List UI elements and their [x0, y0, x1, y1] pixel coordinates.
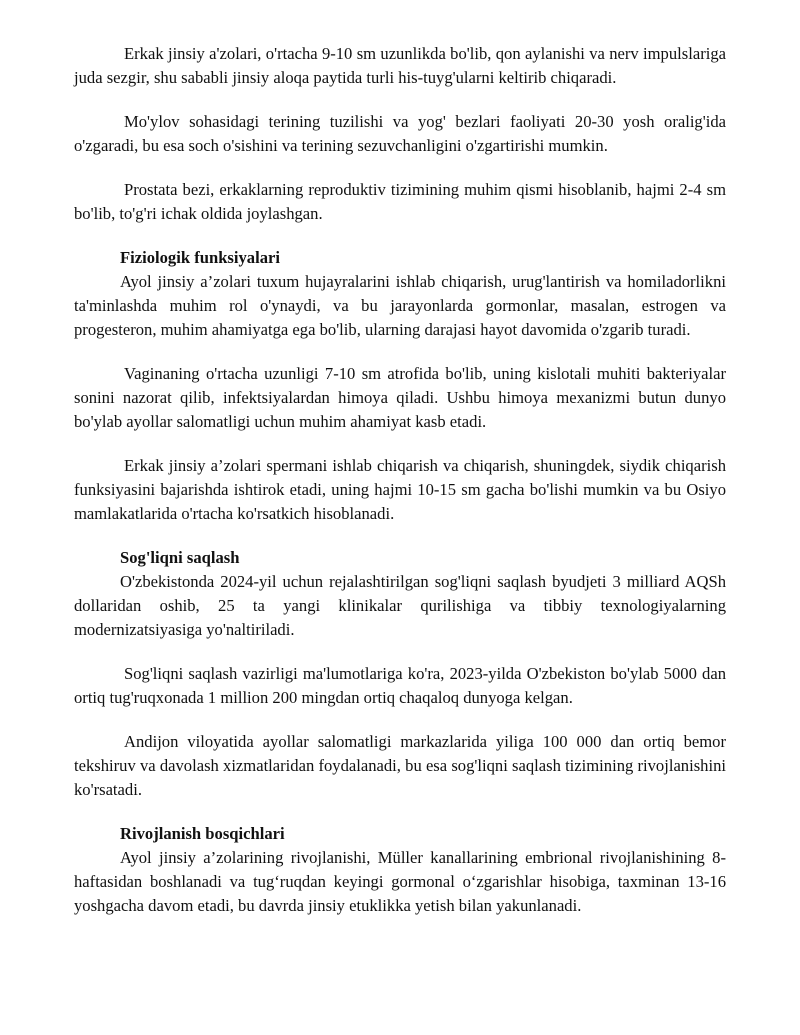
paragraph: Ayol jinsiy a’zolari tuxum hujayralarini ishlab chiqarish, urug'lantirish va homiladorlikni ta'minlashda muhim rol o'ynaydi, va bu jarayonlarda gormonlar, masalan, estrogen va progesteron, muhim ahamiyatga ega bo'lib, ularning darajasi hayot davomida o'zgarib turadi.: [74, 272, 726, 339]
paragraph: Vaginaning o'rtacha uzunligi 7-10 sm atrofida bo'lib, uning kislotali muhiti bakteriyalar sonini nazorat qilib, infektsiyalardan himoya qiladi. Ushbu himoya mexanizmi butun dunyo bo'ylab ayollar salomatligi uchun muhim ahamiyat kasb etadi.: [74, 364, 726, 431]
paragraph: Andijon viloyatida ayollar salomatligi markazlarida yiliga 100 000 dan ortiq bemor tekshiruv va davolash xizmatlaridan foydalanadi, bu esa sog'liqni saqlash tizimining rivojlanishini ko'rsatadi.: [74, 732, 726, 799]
paragraph: Sog'liqni saqlash vazirligi ma'lumotlariga ko'ra, 2023-yilda O'zbekiston bo'ylab 5000 dan ortiq tug'ruqxonada 1 million 200 mingdan ortiq chaqaloq dunyoga kelgan.: [74, 664, 726, 707]
paragraph: Ayol jinsiy a’zolarining rivojlanishi, Müller kanallarining embrional rivojlanishining 8-haftasidan boshlanadi va tug‘ruqdan keyingi gormonal o‘zgarishlar hisobiga, taxminan 13-16 yoshgacha davom etadi, bu davrda jinsiy etuklikka yetish bilan yakunlanadi.: [74, 848, 726, 915]
paragraph: O'zbekistonda 2024-yil uchun rejalashtirilgan sog'liqni saqlash byudjeti 3 milliard AQSh dollaridan oshib, 25 ta yangi klinikalar qurilishiga va tibbiy texnologiyalarning modernizatsiyasiga yo'naltiriladi.: [74, 572, 726, 639]
paragraph: Mo'ylov sohasidagi terining tuzilishi va yog' bezlari faoliyati 20-30 yosh oralig'ida o'zgaradi, bu esa soch o'sishini va terining sezuvchanligini o'zgartirishi mumkin.: [74, 112, 726, 155]
paragraph: Prostata bezi, erkaklarning reproduktiv tizimining muhim qismi hisoblanib, hajmi 2-4 sm bo'lib, to'g'ri ichak oldida joylashgan.: [74, 180, 726, 223]
paragraph: Erkak jinsiy a’zolari spermani ishlab chiqarish va chiqarish, shuningdek, siydik chiqarish funksiyasini bajarishda ishtirok etadi, uning hajmi 10-15 sm gacha bo'lishi mumkin va bu Osiyo mamlakatlarida o'rtacha ko'rsatkich hisoblanadi.: [74, 456, 726, 523]
section-heading: Rivojlanish bosqichlari: [120, 824, 285, 843]
section-heading: Fiziologik funksiyalari: [120, 248, 280, 267]
document-page: [74, 42, 726, 918]
section-heading: Sog'liqni saqlash: [120, 548, 240, 567]
paragraph: Erkak jinsiy a'zolari, o'rtacha 9-10 sm uzunlikda bo'lib, qon aylanishi va nerv impulslariga juda sezgir, shu sababli jinsiy aloqa paytida turli his-tuyg'ularni keltirib chiqaradi.: [74, 44, 726, 87]
